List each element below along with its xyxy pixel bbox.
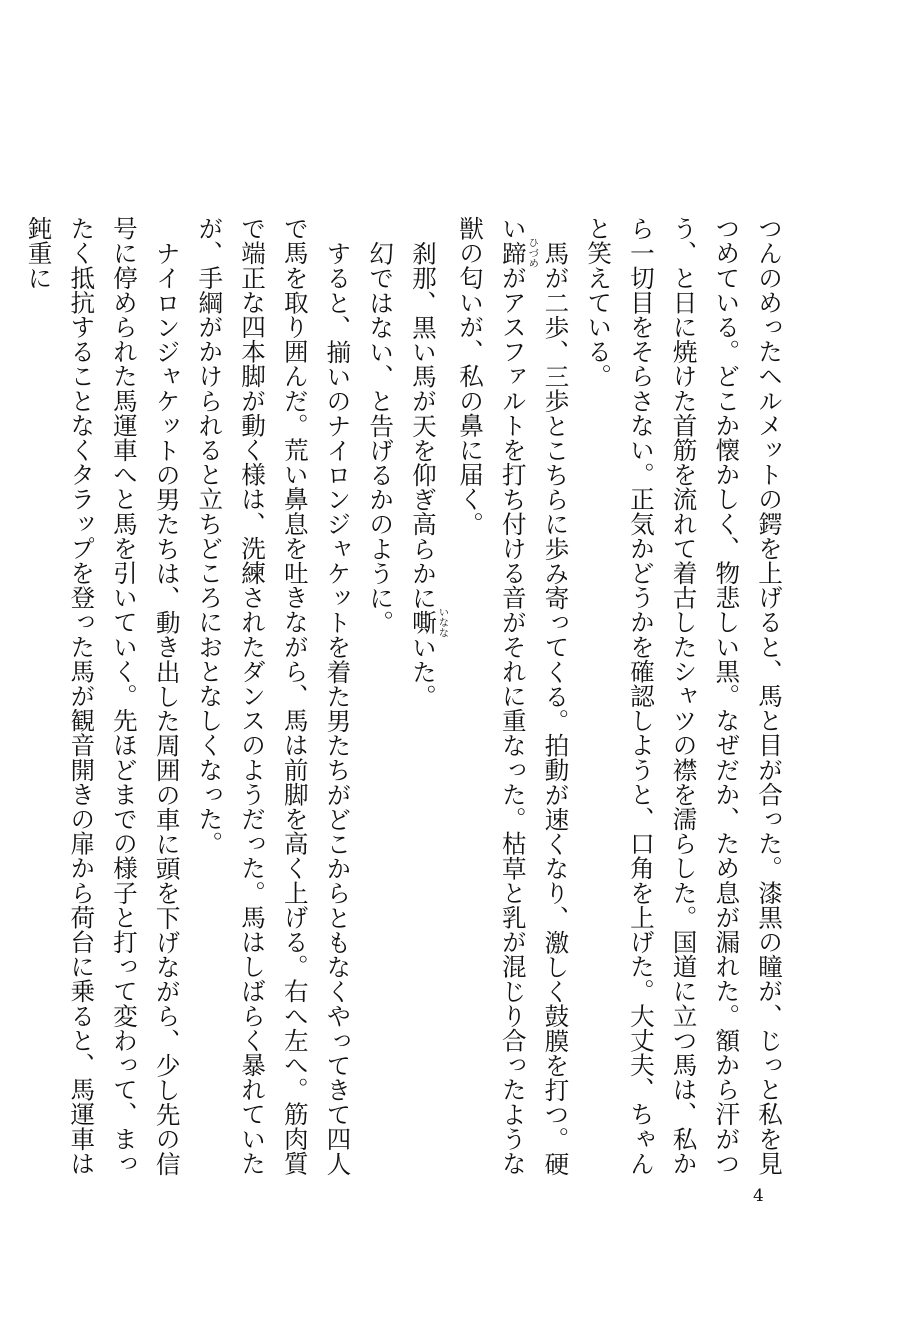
paragraph-4 <box>358 216 401 1176</box>
ruby-inanaku <box>408 606 449 638</box>
paragraph-2-text-b: がアスファルトを打ち付ける音がそれに重なった。枯草と乳が混じり合ったような獣の匂いが、私の鼻に届く。 <box>456 216 528 1176</box>
paragraph-6 <box>17 216 188 1176</box>
ruby-inanaku-reading: いなな <box>436 606 449 638</box>
ruby-hizume <box>498 237 539 269</box>
ruby-hizume-reading: ひづめ <box>526 237 539 269</box>
paragraph-3-text-b: いた。 <box>408 634 438 709</box>
paragraph-5 <box>188 216 359 1176</box>
paragraph-6-text: ナイロンジャケットの男たちは、動き出した周囲の車に頭を下げながら、少し先の信号に停められた馬運車へと馬を引いていく。先ほどまでの様子と打って変わって、まったく抵抗することなくタラップを登った馬が観音開きの扉から荷台に乗ると、馬運車は鈍重に <box>24 216 182 1176</box>
vertical-text-block <box>24 216 790 1176</box>
paragraph-4-text: 幻ではない、と告げるかのように。 <box>366 240 396 635</box>
paragraph-1 <box>576 216 790 1176</box>
paragraph-5-text: すると、揃いのナイロンジャケットを着た男たちがどこからともなくやってきて四人で馬を取り囲んだ。荒い鼻息を吐きながら、馬は前脚を高く上げる。右へ左へ。筋肉質で端正な四本脚が動く様は、洗練されたダンスのようだった。馬はしばらく暴れていたが、手綱がかけられると立ちどころにおとなしくなった。 <box>195 216 353 1176</box>
paragraph-1-text: つんのめったヘルメットの鍔を上げると、馬と目が合った。漆黒の瞳が、じっと私を見つめている。どこか懐かしく、物悲しい黒。なぜだか、ため息が漏れた。額から汗がつう、と日に焼けた首筋を流れて着古したシャツの襟を濡らした。国道に立つ馬は、私から一切目をそらさない。正気かどうかを確認しようと、口角を上げた。大丈夫、ちゃんと笑えている。 <box>584 216 784 1176</box>
paragraph-3 <box>401 216 448 1176</box>
paragraph-2 <box>448 216 576 1176</box>
page-number: 4 <box>753 1186 764 1206</box>
ruby-hizume-base: 蹄 <box>498 237 528 269</box>
paragraph-3-text-a: 刹那、黒い馬が天を仰ぎ高らかに <box>408 240 438 610</box>
ruby-inanaku-base: 嘶 <box>408 606 438 638</box>
paragraph-2-text-a: 馬が二歩、三歩とこちらに歩み寄ってくる。拍動が速くなり、激しく鼓膜を打つ。硬い <box>498 216 571 1176</box>
